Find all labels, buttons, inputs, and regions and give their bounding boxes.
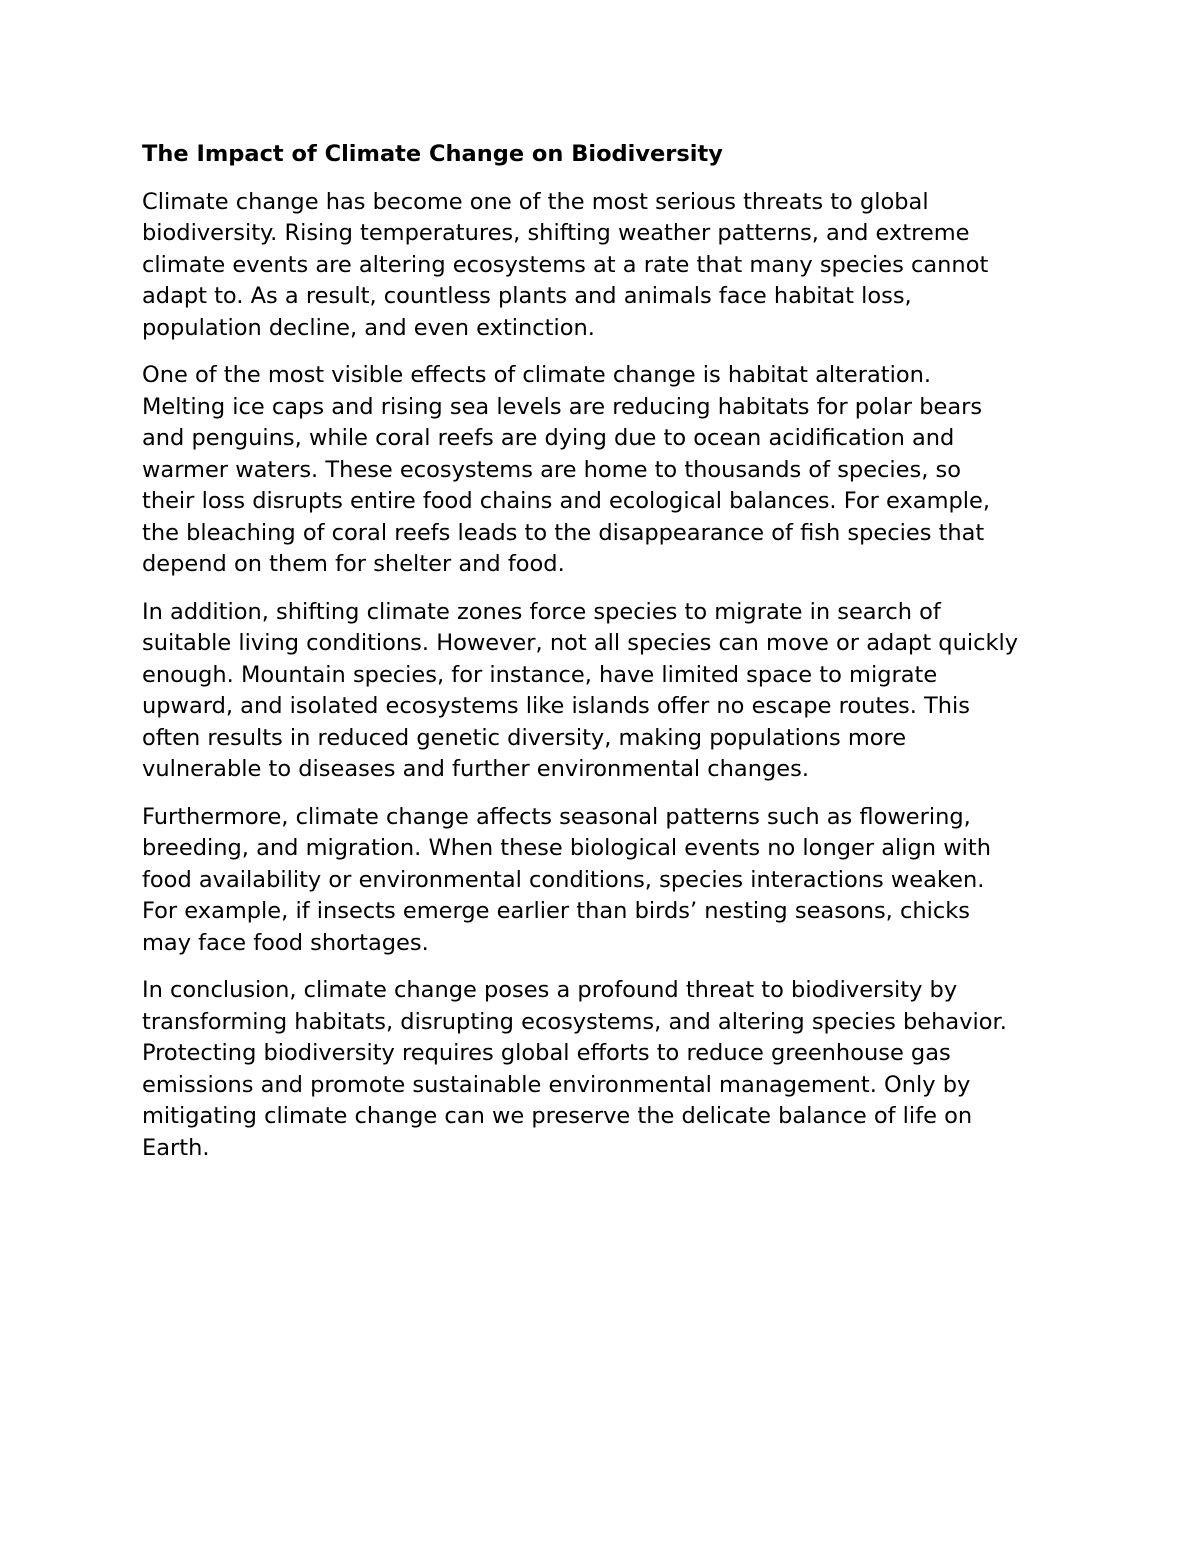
text-line: suitable living conditions. However, not all species can move or adapt quickly <box>142 630 1019 656</box>
paragraph-5 <box>142 975 1072 1164</box>
text-line: Climate change has become one of the most serious threats to global <box>142 188 929 215</box>
text-line: Melting ice caps and rising sea levels are reducing habitats for polar bears <box>142 393 983 420</box>
text-line: the bleaching of coral reefs leads to the disappearance of fish species that <box>142 519 985 546</box>
text-line: food availability or environmental conditions, species interactions weaken. <box>142 866 985 893</box>
document-body <box>142 139 1072 1180</box>
text-line: enough. Mountain species, for instance, have limited space to migrate <box>142 661 938 688</box>
text-line: Earth. <box>142 1134 210 1161</box>
text-line: may face food shortages. <box>142 929 429 956</box>
paragraph-3 <box>142 597 1072 786</box>
text-line: depend on them for shelter and food. <box>142 551 565 577</box>
text-line: transforming habitats, disrupting ecosystems, and altering species behavior. <box>142 1008 1007 1035</box>
paragraph-1 <box>142 187 1072 345</box>
text-line: biodiversity. Rising temperatures, shifting weather patterns, and extreme <box>142 220 970 246</box>
text-line: Furthermore, climate change affects seasonal patterns such as flowering, <box>142 803 971 830</box>
text-line: emissions and promote sustainable environmental management. Only by <box>142 1071 971 1098</box>
text-line: and penguins, while coral reefs are dying due to ocean acidification and <box>142 425 955 451</box>
paragraph-4 <box>142 802 1072 960</box>
text-line: In conclusion, climate change poses a profound threat to biodiversity by <box>142 977 958 1003</box>
text-line: vulnerable to diseases and further environmental changes. <box>142 756 809 782</box>
text-line: their loss disrupts entire food chains and ecological balances. For example, <box>142 488 991 514</box>
text-line: often results in reduced genetic diversity, making populations more <box>142 724 907 751</box>
document-title: The Impact of Climate Change on Biodiversity <box>142 141 723 167</box>
paragraph-2 <box>142 360 1072 581</box>
text-line: climate events are altering ecosystems at a rate that many species cannot <box>142 251 989 278</box>
text-line: One of the most visible effects of climate change is habitat alteration. <box>142 362 932 388</box>
text-line: breeding, and migration. When these biological events no longer align with <box>142 835 991 861</box>
text-line: For example, if insects emerge earlier than birds’ nesting seasons, chicks <box>142 898 970 924</box>
text-line: warmer waters. These ecosystems are home to thousands of species, so <box>142 456 962 483</box>
text-line: population decline, and even extinction. <box>142 314 595 341</box>
text-line: In addition, shifting climate zones force species to migrate in search of <box>142 598 941 625</box>
text-line: Protecting biodiversity requires global efforts to reduce greenhouse gas <box>142 1040 951 1066</box>
text-line: upward, and isolated ecosystems like islands offer no escape routes. This <box>142 693 971 719</box>
text-line: adapt to. As a result, countless plants and animals face habitat loss, <box>142 283 912 309</box>
text-line: mitigating climate change can we preserve the delicate balance of life on <box>142 1103 973 1129</box>
